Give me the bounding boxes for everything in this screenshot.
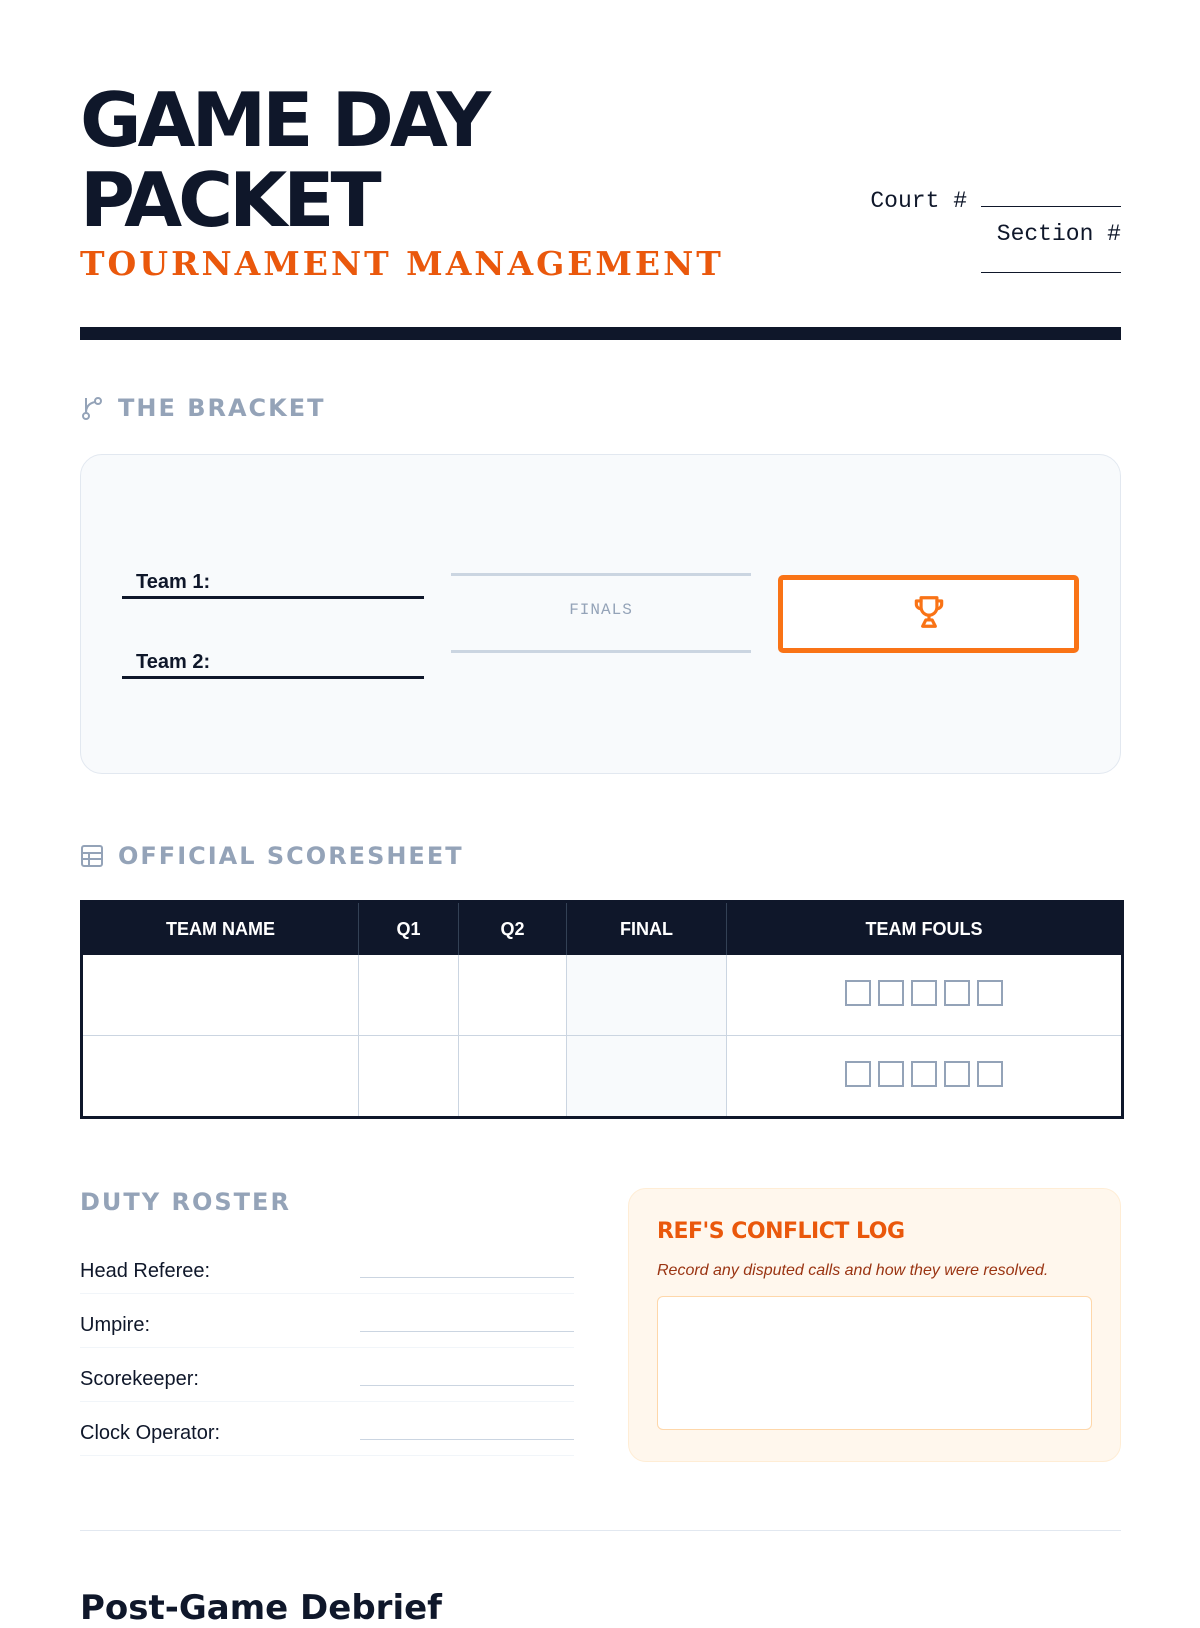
roster-role-label: Scorekeeper: (80, 1368, 199, 1390)
game-day-packet (80, 0, 1121, 1628)
team-name-cell[interactable] (82, 1036, 359, 1118)
foul-checkbox[interactable] (977, 980, 1003, 1006)
foul-checkbox[interactable] (845, 980, 871, 1006)
team1-slot[interactable] (122, 568, 424, 599)
foul-checkbox[interactable] (878, 980, 904, 1006)
foul-checkbox[interactable] (845, 1061, 871, 1087)
finals-connector (451, 573, 751, 653)
team-name-cell[interactable] (82, 955, 359, 1036)
table-row (82, 1036, 1123, 1118)
scoresheet-header-row (82, 902, 1123, 956)
roster-heading: DUTY ROSTER (80, 1188, 291, 1216)
court-number-field[interactable] (981, 186, 1121, 207)
page-title: GAME DAY PACKET (80, 76, 488, 244)
roster-role-label: Clock Operator: (80, 1422, 221, 1444)
q2-cell[interactable] (459, 1036, 567, 1118)
final-cell[interactable] (567, 955, 727, 1036)
conflict-log-heading: REF'S CONFLICT LOG (657, 1219, 905, 1244)
scoresheet-heading-label: OFFICIAL SCORESHEET (118, 842, 464, 870)
foul-checkbox[interactable] (977, 1061, 1003, 1087)
col-team-name: TEAM NAME (82, 902, 359, 956)
foul-boxes (845, 980, 1003, 1006)
trophy-icon (910, 593, 948, 636)
champion-box[interactable] (778, 575, 1079, 653)
head-referee-field[interactable] (360, 1277, 574, 1278)
umpire-field[interactable] (360, 1331, 574, 1332)
bracket-heading-label: THE BRACKET (118, 394, 326, 422)
col-q2: Q2 (459, 902, 567, 956)
foul-checkbox[interactable] (911, 1061, 937, 1087)
foul-checkbox[interactable] (878, 1061, 904, 1087)
conflict-log-instruction: Record any disputed calls and how they were resolved. (657, 1262, 1049, 1279)
team2-slot[interactable] (122, 648, 424, 679)
roster-line (80, 1294, 574, 1348)
section-number-field[interactable] (981, 252, 1121, 273)
roster-role-label: Head Referee: (80, 1260, 211, 1282)
court-label: Court # (870, 188, 967, 214)
conflict-log-textarea[interactable] (657, 1296, 1092, 1430)
scoresheet-table (80, 900, 1124, 1119)
team-fouls-cell (727, 1036, 1123, 1118)
foul-checkbox[interactable] (944, 1061, 970, 1087)
roster-line (80, 1240, 574, 1294)
final-cell[interactable] (567, 1036, 727, 1118)
foul-checkbox[interactable] (944, 980, 970, 1006)
conflict-log-card (628, 1188, 1121, 1462)
git-branch-icon (80, 395, 104, 421)
col-team-fouls: TEAM FOULS (727, 902, 1123, 956)
court-section-fields (870, 186, 1121, 282)
foul-boxes (845, 1061, 1003, 1087)
header-divider (80, 327, 1121, 340)
col-q1: Q1 (359, 902, 459, 956)
page-subtitle: TOURNAMENT MANAGEMENT (80, 244, 724, 283)
clock-operator-field[interactable] (360, 1439, 574, 1440)
team1-label: Team 1: (136, 571, 211, 593)
bracket-heading (80, 394, 326, 422)
team2-label: Team 2: (136, 651, 211, 673)
foul-checkbox[interactable] (911, 980, 937, 1006)
table-row (82, 955, 1123, 1036)
finals-label: FINALS (569, 601, 633, 619)
team-fouls-cell (727, 955, 1123, 1036)
roster-line (80, 1348, 574, 1402)
section-divider (80, 1530, 1121, 1531)
post-game-debrief-heading: Post-Game Debrief (80, 1588, 442, 1628)
section-label: Section # (996, 221, 1121, 247)
scoresheet-heading (80, 842, 464, 870)
duty-roster (80, 1188, 574, 1456)
scorekeeper-field[interactable] (360, 1385, 574, 1386)
col-final: FINAL (567, 902, 727, 956)
roster-role-label: Umpire: (80, 1314, 151, 1336)
table-icon (80, 844, 104, 868)
bracket-card (80, 454, 1121, 774)
q2-cell[interactable] (459, 955, 567, 1036)
q1-cell[interactable] (359, 955, 459, 1036)
q1-cell[interactable] (359, 1036, 459, 1118)
roster-line (80, 1402, 574, 1456)
